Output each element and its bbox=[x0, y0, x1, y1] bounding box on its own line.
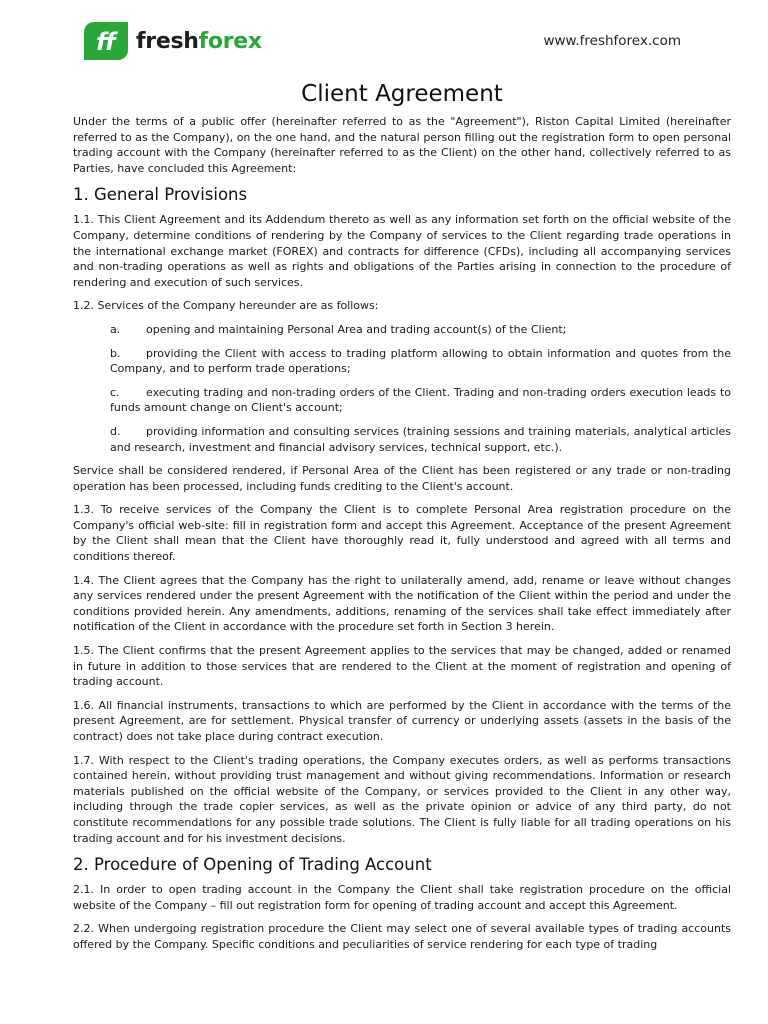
list-item-d bbox=[110, 424, 731, 455]
list-item-c bbox=[110, 385, 731, 416]
clause-2-1: 2.1. In order to open trading account in the Company the Client shall take registration procedure on the official website of the Company – fill out registration form for opening of trading account and accept this Agreement. bbox=[73, 883, 731, 912]
document-body bbox=[73, 79, 731, 961]
clause-2-2: 2.2. When undergoing registration procedure the Client may select one of several available types of trading accounts offered by the Company. Specific conditions and peculiarities of service rendering for each type of trading bbox=[73, 922, 731, 951]
list-letter: c. bbox=[110, 385, 120, 399]
list-item-text: executing trading and non-trading orders of the Client. Trading and non-trading orders execution leads to funds amount change on Client's account; bbox=[110, 385, 731, 415]
list-letter: a. bbox=[110, 322, 121, 336]
list-item-text: providing the Client with access to trading platform allowing to obtain information and quotes from the Company, and to perform trade operations; bbox=[110, 346, 731, 376]
freshforex-logo[interactable] bbox=[84, 22, 262, 60]
document-title: Client Agreement bbox=[301, 81, 503, 107]
list-item-text: opening and maintaining Personal Area and trading account(s) of the Client; bbox=[146, 322, 567, 336]
logo-forex-text: forex bbox=[198, 28, 262, 54]
logo-wordmark bbox=[136, 29, 262, 54]
clause-1-7: 1.7. With respect to the Client's trading operations, the Company executes orders, as well as performs transactions contained herein, without providing trust management and without giving recommendations. Information or research materials published on the official website of the Company, or services provided to the Client in any other way, including through the trade copier services, as well as the private opinion or advice of any third party, do not constitute recommendations for any possible trade solutions. The Client is fully liable for all trading operations on his trading account and for his investment decisions. bbox=[73, 753, 731, 845]
list-letter: b. bbox=[110, 346, 121, 360]
website-url[interactable]: www.freshforex.com bbox=[543, 33, 681, 49]
list-item-text: providing information and consulting services (training sessions and training materials, analytical articles and research, investment and financial advisory services, technical support, etc.). bbox=[110, 424, 731, 454]
logo-fresh-text: fresh bbox=[136, 28, 199, 54]
clause-1-5: 1.5. The Client confirms that the present Agreement applies to the services that may be changed, added or renamed in future in addition to those services that are rendered to the Client at the moment of registration and opening of trading account. bbox=[73, 644, 731, 689]
clause-1-1: 1.1. This Client Agreement and its Addendum thereto as well as any information set forth on the official website of the Company, determine conditions of rendering by the Company of services to the Client regarding trade operations in the international exchange market (FOREX) and contracts for difference (CFDs), including all accompanying services and non-trading operations as well as rights and obligations of the Parties arising in connection to the procedure of rendering and execution of such services. bbox=[73, 213, 731, 289]
clause-1-4: 1.4. The Client agrees that the Company has the right to unilaterally amend, add, rename or leave without changes any services rendered under the present Agreement with the notification of the Client within the period and under the conditions provided herein. Any amendments, additions, renaming of the services shall take effect immediately after notification of the Client in accordance with the procedure set forth in Section 3 herein. bbox=[73, 573, 731, 634]
freshforex-logo-icon bbox=[84, 22, 128, 60]
list-item-b bbox=[110, 346, 731, 377]
list-item-a bbox=[110, 322, 731, 338]
section-2-heading: 2. Procedure of Opening of Trading Account bbox=[73, 855, 432, 875]
section-1-heading: 1. General Provisions bbox=[73, 185, 248, 205]
service-rendered-paragraph: Service shall be considered rendered, if Personal Area of the Client has been registered or any trade or non-trading operation has been processed, including funds crediting to the Client's account. bbox=[73, 464, 731, 493]
document-header bbox=[0, 0, 768, 80]
list-letter: d. bbox=[110, 424, 121, 438]
clause-1-6: 1.6. All financial instruments, transactions to which are performed by the Client in accordance with the terms of the present Agreement, are for settlement. Physical transfer of currency or underlying assets (assets in the basis of the contract) does not take place during contract execution. bbox=[73, 698, 731, 743]
intro-paragraph: Under the terms of a public offer (hereinafter referred to as the "Agreement"), Riston Capital Limited (hereinafter referred to as the Company), on the one hand, and the natural person filling out the registration form to open personal trading account with the Company (hereinafter referred to as the Client) on the other hand, collectively referred to as Parties, have concluded this Agreement: bbox=[73, 115, 731, 175]
svg-text:ff: ff bbox=[96, 28, 116, 56]
clause-1-3: 1.3. To receive services of the Company the Client is to complete Personal Area registration procedure on the Company's official web-site: fill in registration form and accept this Agreement. Acceptance of the present Agreement by the Client shall mean that the Client have thoroughly read it, fully understood and agreed with all terms and conditions thereof. bbox=[73, 503, 731, 564]
clause-1-2: 1.2. Services of the Company hereunder are as follows: bbox=[73, 299, 379, 313]
